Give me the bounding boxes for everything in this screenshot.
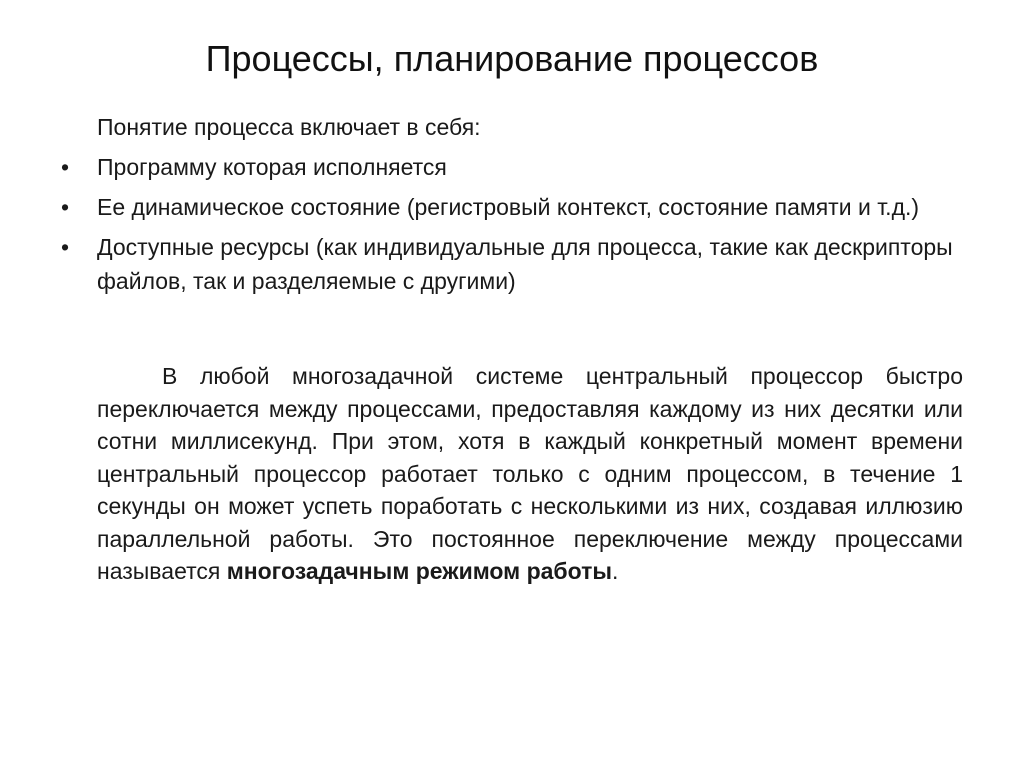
intro-text: Понятие процесса включает в себя: — [97, 114, 481, 140]
bold-term: многозадачным режимом работы — [226, 558, 613, 584]
bullet-icon: • — [60, 234, 70, 260]
bullet-list — [0, 150, 1024, 304]
bullet-icon: • — [60, 194, 70, 220]
bullet-item — [0, 230, 1024, 298]
paragraph-end: . — [612, 558, 619, 584]
slide-title: Процессы, планирование процессов — [205, 38, 819, 79]
body-paragraph — [97, 360, 963, 588]
bullet-text: Программу которая исполняется — [97, 154, 447, 180]
bullet-icon: • — [60, 154, 70, 180]
bullet-item — [0, 190, 1024, 224]
bullet-text: Ее динамическое состояние (регистровый контекст, состояние памяти и т.д.) — [97, 194, 920, 220]
bullet-item — [0, 150, 1024, 184]
bullet-text: Доступные ресурсы (как индивидуальные для процесса, такие как дескрипторы файлов, так и разделяемые с другими) — [97, 234, 953, 294]
paragraph-text: В любой многозадачной системе центральный процессор быстро переключается между процессами, предоставляя каждому из них десятки или сотни миллисекунд. При этом, хотя в каждый конкретный момент времени центральный процессор работает только с одним процессом, в течение 1 секунды он может успеть поработать с несколькими из них, создавая иллюзию параллельной работы. Это постоянное переключение между процессами называется — [97, 363, 963, 584]
